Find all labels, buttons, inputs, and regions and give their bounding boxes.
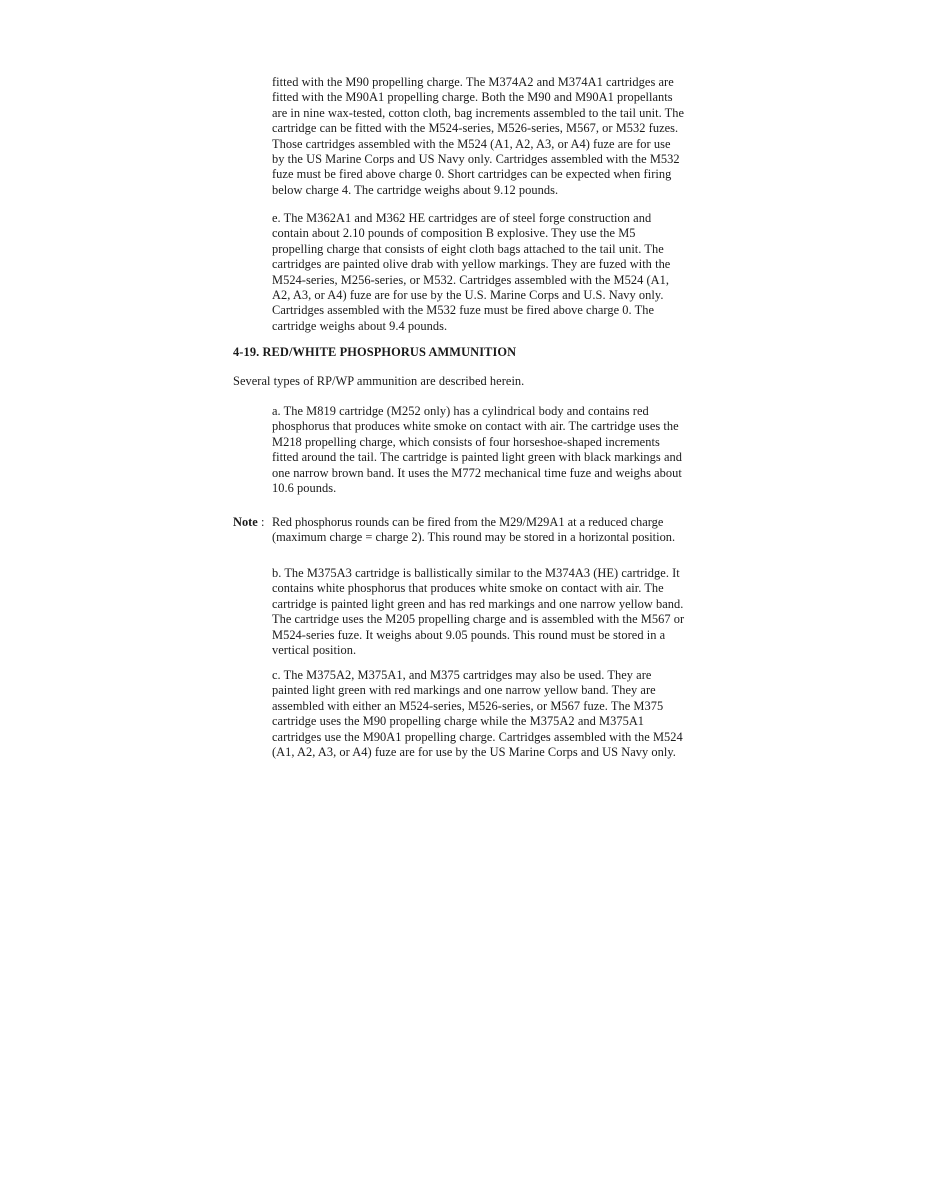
paragraph-e: e. The M362A1 and M362 HE cartridges are of steel forge construction and contain about 2.10 pounds of composition B explosive. They use the M5 propelling charge that consists of eight cloth bags attached to the tail unit. The cartridges are painted olive drab with yellow markings. They are fuzed with the M524-series, M256-series, or M532. Cartridges assembled with the M524 (A1, A2, A3, or A4) fuze are for use by the U.S. Marine Corps and U.S. Navy only. Cartridges assembled with the M532 fuze must be fired above charge 0. The cartridge weighs about 9.4 pounds. bbox=[272, 211, 671, 333]
section-intro: Several types of RP/WP ammunition are described herein. bbox=[233, 374, 525, 388]
note-colon: : bbox=[261, 515, 265, 529]
note-text: Red phosphorus rounds can be fired from the M29/M29A1 at a reduced charge (maximum charge = charge 2). This round may be stored in a horizontal position. bbox=[272, 515, 676, 545]
paragraph-d-continued: fitted with the M90 propelling charge. The M374A2 and M374A1 cartridges are fitted with the M90A1 propelling charge. Both the M90 and M90A1 propellants are in nine wax-tested, cotton cloth, bag increments assembled to the tail unit. The cartridge can be fitted with the M524-series, M526-series, M567, or M532 fuzes. Those cartridges assembled with the M524 (A1, A2, A3, or A4) fuze are for use by the US Marine Corps and US Navy only. Cartridges assembled with the M532 fuze must be fired above charge 0. Short cartridges can be expected when firing below charge 4. The cartridge weighs about 9.12 pounds. bbox=[272, 75, 685, 197]
paragraph-b: b. The M375A3 cartridge is ballistically similar to the M374A3 (HE) cartridge. It contains white phosphorus that produces white smoke on contact with air. The cartridge is painted light green and has red markings and one narrow yellow band. The cartridge uses the M205 propelling charge and is assembled with the M567 or M524-series fuze. It weighs about 9.05 pounds. This round must be stored in a vertical position. bbox=[272, 566, 685, 658]
paragraph-a: a. The M819 cartridge (M252 only) has a cylindrical body and contains red phosphorus that produces white smoke on contact with air. The cartridge uses the M218 propelling charge, which consists of four horseshoe-shaped increments fitted around the tail. The cartridge is painted light green with black markings and one narrow brown band. It uses the M772 mechanical time fuze and weighs about 10.6 pounds. bbox=[272, 404, 682, 496]
paragraph-c: c. The M375A2, M375A1, and M375 cartridges may also be used. They are painted light green with red markings and one narrow yellow band. They are assembled with either an M524-series, M526-series, or M567 fuze. The M375 cartridge uses the M90 propelling charge while the M375A2 and M375A1 cartridges use the M90A1 propelling charge. Cartridges assembled with the M524 (A1, A2, A3, or A4) fuze are for use by the US Marine Corps and US Navy only. bbox=[272, 668, 683, 760]
section-heading: 4-19. RED/WHITE PHOSPHORUS AMMUNITION bbox=[233, 345, 517, 359]
note-label: Note bbox=[233, 515, 258, 529]
